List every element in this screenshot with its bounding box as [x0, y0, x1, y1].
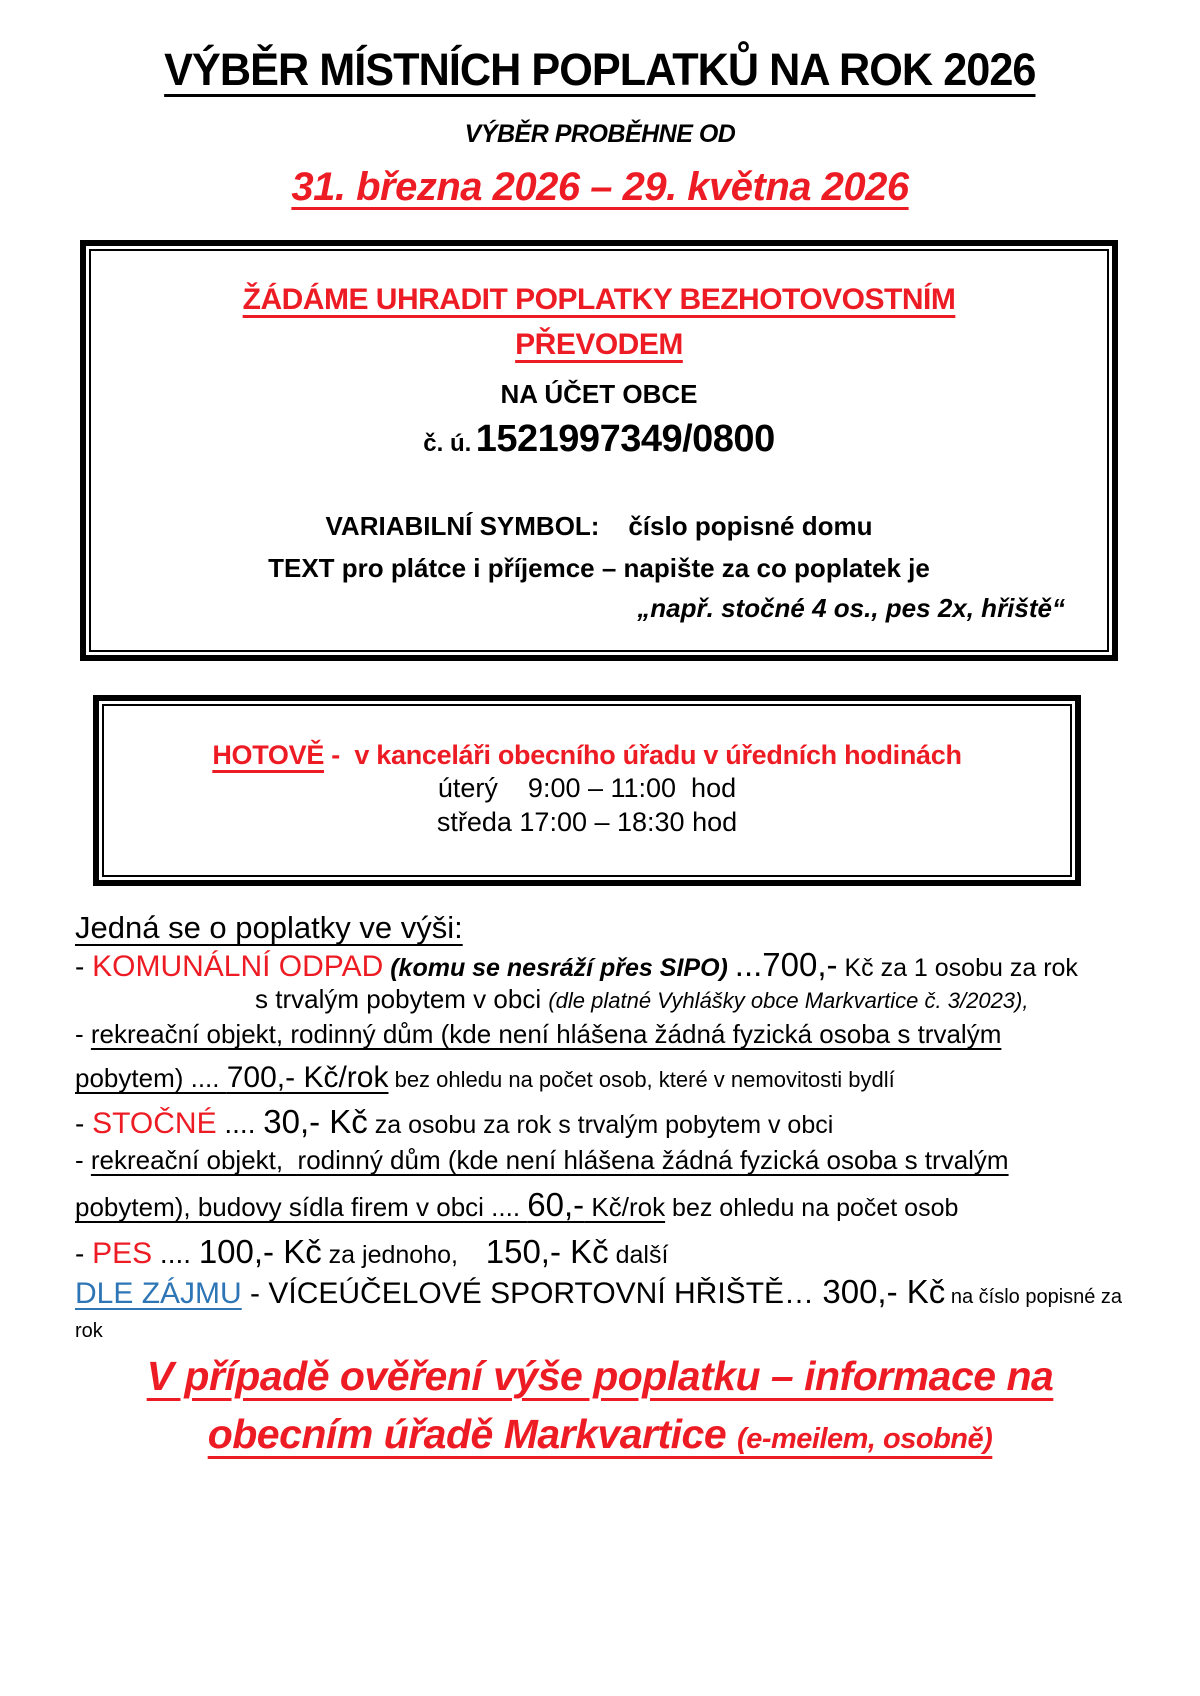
date-range: [0, 165, 1200, 210]
footer-line2-paren: (e-meilem, osobně): [737, 1423, 993, 1455]
cash-heading: [120, 740, 1054, 771]
fees-section: [75, 910, 1140, 1343]
fee-pes-line: [75, 1233, 1140, 1271]
date-range-text: 31. března 2026 – 29. května 2026: [291, 165, 909, 209]
fee-stocne-line3: [75, 1184, 1140, 1233]
footer-line1-text: V případě ověření výše poplatku – informace na: [146, 1353, 1054, 1399]
payment-heading-line1: [119, 277, 1079, 322]
fee-dle-zajmu-line: [75, 1271, 1140, 1320]
fee-komunalni-price: ...700,-: [734, 946, 838, 983]
fee-komunalni-line4-tail: bez ohledu na počet osob, které v nemovitosti bydlí: [388, 1067, 895, 1092]
fee-stocne-line3-a: pobytem), budovy sídla firem v obci ....: [75, 1192, 528, 1222]
account-label: NA ÚČET OBCE: [500, 379, 698, 409]
fee-komunalni-note: (komu se nesráží přes SIPO): [383, 954, 735, 982]
footer-note: [0, 1347, 1200, 1468]
fee-stocne-dash: -: [75, 1108, 93, 1139]
fee-stocne-unit: za osobu za rok s trvalým pobytem v obci: [367, 1111, 834, 1139]
account-number: 1521997349/0800: [475, 418, 775, 460]
fee-komunalni-line3-dash: -: [75, 1019, 91, 1049]
dle-zajmu-label: DLE ZÁJMU: [75, 1277, 242, 1310]
payment-heading-line2: [119, 322, 1079, 367]
fee-stocne-line3-underlined: [75, 1186, 666, 1223]
fee-stocne-mid: ....: [216, 1108, 264, 1139]
page-title-text: VÝBĚR MÍSTNÍCH POPLATKŮ NA ROK 2026: [164, 44, 1036, 95]
payment-heading-line1-text: ŽÁDÁME UHRADIT POPLATKY BEZHOTOVOSTNÍM: [242, 283, 956, 316]
account-prefix: č. ú.: [423, 430, 472, 457]
cash-label: HOTOVĚ: [212, 740, 325, 770]
office-hours-wednesday: středa 17:00 – 18:30 hod: [436, 807, 738, 837]
payment-box-inner: [89, 249, 1109, 652]
fee-name-pes: PES: [92, 1237, 153, 1270]
fee-komunalni-line4-underlined: [75, 1061, 389, 1094]
page-title: [0, 44, 1200, 96]
payment-example: „např. stočné 4 os., pes 2x, hřiště“: [637, 593, 1065, 623]
fee-stocne-line2-dash: -: [75, 1145, 91, 1175]
cash-description: v kanceláři obecního úřadu v úředních hodinách: [354, 740, 962, 770]
fee-stocne-line2-text: rekreační objekt, rodinný dům (kde není hlášena žádná fyzická osoba s trvalým: [90, 1145, 1009, 1175]
cash-box-inner: [102, 704, 1072, 877]
cash-box: [93, 695, 1081, 886]
cash-separator: -: [324, 740, 355, 770]
fee-komunalni-line4-price: 700,- Kč/rok: [226, 1061, 389, 1094]
fee-name-komunalni-odpad: KOMUNÁLNÍ ODPAD: [92, 950, 384, 983]
page-subtitle: VÝBĚR PROBĚHNE OD: [464, 120, 736, 148]
footer-line2-underlined: [208, 1411, 993, 1457]
fee-stocne-line3-tail: bez ohledu na počet osob: [665, 1194, 959, 1222]
dle-zajmu-price: 300,- Kč: [822, 1273, 946, 1310]
fee-dle-zajmu-wrap: rok: [75, 1320, 103, 1342]
account-number-line: [119, 418, 1079, 461]
fee-stocne-line3-b: Kč/rok: [584, 1192, 666, 1222]
fee-stocne-line1: [75, 1103, 1140, 1141]
fee-komunalni-line2-text: s trvalým pobytem v obci: [255, 984, 549, 1014]
fee-komunalni-line2: [75, 984, 1140, 1015]
payment-box: [80, 240, 1118, 661]
fee-stocne-line3-price: 60,-: [527, 1186, 585, 1223]
fee-pes-unit1: za jednoho,: [321, 1241, 486, 1269]
fee-stocne-price: 30,- Kč: [263, 1103, 368, 1140]
fee-pes-price1: 100,- Kč: [198, 1233, 322, 1270]
dle-zajmu-main: - VÍCEÚČELOVÉ SPORTOVNÍ HŘIŠTĚ…: [241, 1277, 823, 1310]
fee-pes-dash: -: [75, 1238, 93, 1269]
fee-komunalni-line4-a: pobytem) ....: [75, 1063, 227, 1093]
footer-line2-main: obecním úřadě Markvartice: [207, 1411, 738, 1457]
fees-intro: [75, 910, 1140, 946]
fee-pes-price2: 150,- Kč: [485, 1233, 609, 1270]
fee-komunalni-line3-text: rekreační objekt, rodinný dům (kde není hlášena žádná fyzická osoba s trvalým: [90, 1019, 1002, 1049]
fees-intro-text: Jedná se o poplatky ve výši:: [75, 910, 463, 945]
fee-name-stocne: STOČNÉ: [92, 1107, 217, 1140]
dle-zajmu-tail-small: na číslo popisné za: [945, 1286, 1123, 1308]
payment-text-line: TEXT pro plátce i příjemce – napište za co poplatek je: [268, 553, 930, 583]
fee-komunalni-line2-paren: (dle platné Vyhlášky obce Markvartice č. 3/2023),: [548, 988, 1029, 1013]
fee-komunalni-line1: [75, 946, 1140, 984]
fee-dash: -: [75, 951, 93, 982]
fee-pes-mid: ....: [152, 1238, 199, 1269]
fee-komunalni-unit: Kč za 1 osobu za rok: [837, 954, 1078, 982]
footer-line1: [0, 1347, 1200, 1405]
variable-symbol-line: VARIABILNÍ SYMBOL: číslo popisné domu: [325, 511, 873, 541]
fee-pes-unit2: další: [608, 1241, 669, 1269]
fee-komunalni-line3: [75, 1015, 1140, 1058]
office-hours-tuesday: úterý 9:00 – 11:00 hod: [437, 773, 737, 803]
payment-heading-line2-text: PŘEVODEM: [515, 328, 683, 361]
fee-komunalni-line4: [75, 1058, 1140, 1103]
footer-line2: [0, 1405, 1200, 1468]
fee-stocne-line2: [75, 1141, 1140, 1184]
